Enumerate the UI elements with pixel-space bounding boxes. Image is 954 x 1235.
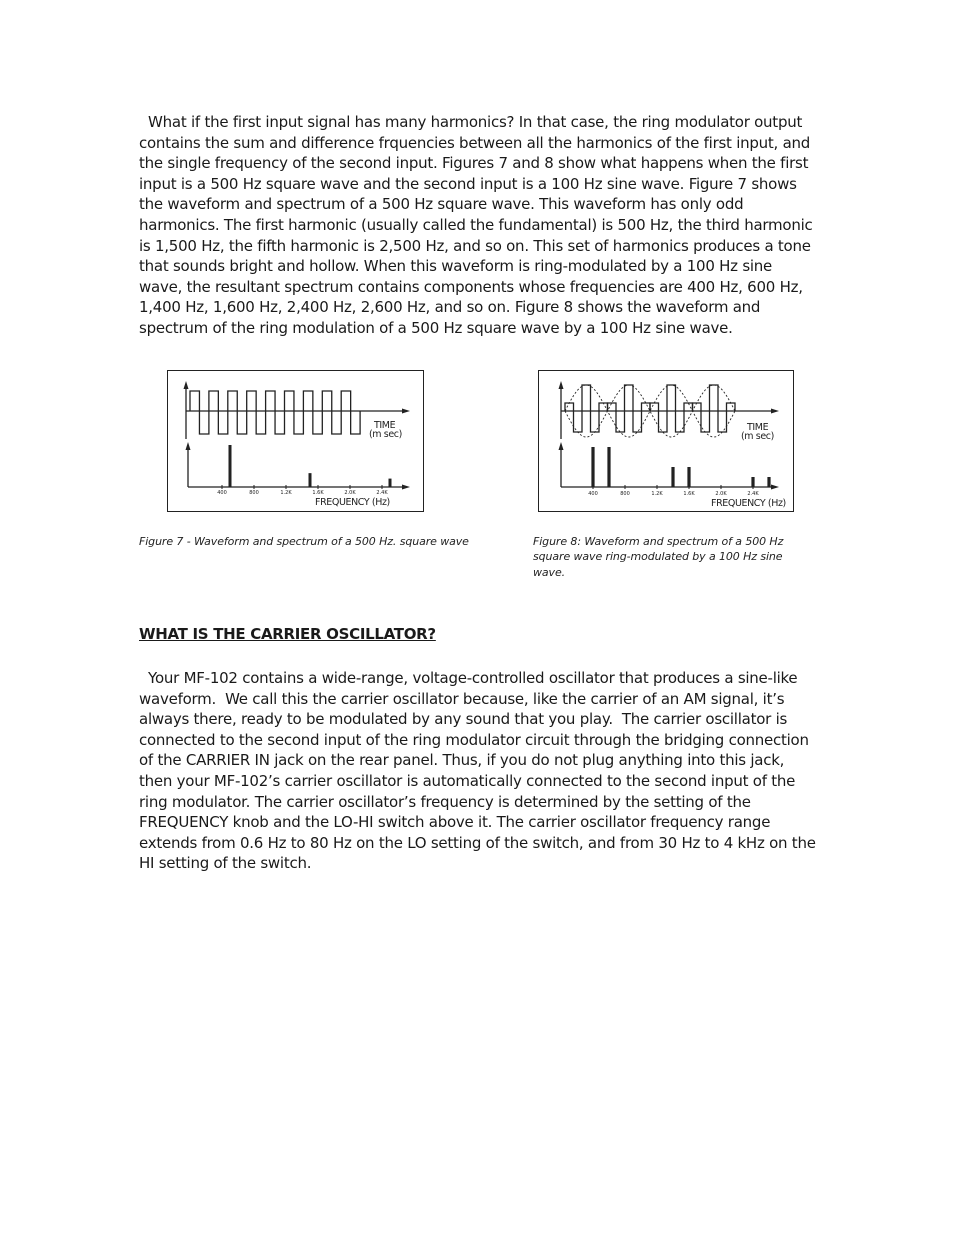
spectrum-line-1400 [671, 467, 674, 487]
spectrum-line-600 [607, 447, 610, 487]
section-heading: WHAT IS THE CARRIER OSCILLATOR? [139, 625, 436, 643]
tick-label: 2.4K [747, 491, 759, 497]
time-label: TIME [374, 420, 396, 431]
modulated-segment [667, 385, 676, 411]
spectrum-line-2600 [767, 477, 770, 487]
modulated-segment [693, 403, 702, 411]
modulated-segment [650, 403, 659, 411]
modulated-segment [565, 403, 574, 411]
modulated-segment [633, 411, 642, 432]
spectrum-line-2500 [389, 479, 392, 487]
tick-label: 400 [217, 490, 227, 496]
modulated-segment [727, 403, 736, 411]
tick-label: 800 [620, 491, 630, 497]
modulated-segment [599, 403, 608, 411]
tick-label: 1.6K [312, 490, 324, 496]
tick-label: 2.4K [376, 490, 388, 496]
figure-8-diagram [538, 370, 794, 512]
frequency-label: FREQUENCY (Hz) [315, 497, 390, 508]
time-unit-label: (m sec) [369, 429, 402, 440]
figure-7-diagram [167, 370, 424, 512]
spectrum-line-1600 [687, 467, 690, 487]
tick-label: 2.0K [344, 490, 356, 496]
intro-paragraph: What if the first input signal has many harmonics? In that case, the ring modulator output contains the sum and difference frquencies between all the harmonics of the first input, and the single frequency of the second input. Figures 7 and 8 show what happens when the first input is a 500 Hz square wave and the second input is a 100 Hz sine wave. Figure 7 shows the waveform and spectrum of a 500 Hz square wave. This waveform has only odd harmonics. The first harmonic (usually called the fundamental) is 500 Hz, the third harmonic is 1,500 Hz, the fifth harmonic is 2,500 Hz, and so on. This set of harmonics produces a tone that sounds bright and hollow. When this waveform is ring-modulated by a 100 Hz sine wave, the resultant spectrum contains components whose frequencies are 400 Hz, 600 Hz, 1,400 Hz, 1,600 Hz, 2,400 Hz, 2,600 Hz, and so on. Figure 8 shows the waveform and spectrum of the ring modulation of a 500 Hz square wave by a 100 Hz sine wave. [139, 113, 818, 337]
spectrum-line-1500 [309, 473, 312, 487]
spectrum-lines [591, 447, 770, 487]
figure-7-caption: Figure 7 - Waveform and spectrum of a 500 Hz. square wave [139, 535, 469, 548]
tick-label: 1.6K [683, 491, 695, 497]
modulated-segment [684, 403, 693, 411]
carrier-paragraph: Your MF-102 contains a wide-range, voltage-controlled oscillator that produces a sine-like waveform. We call this the carrier oscillator because, like the carrier of an AM signal, it’s always there, ready to be modulated by any sound that you play. The carrier oscillator is connected to the second input of the ring modulator circuit through the bridging connection of the CARRIER IN jack on the rear panel. Thus, if you do not plug anything into this jack, then your MF-102’s carrier oscillator is automatically connected to the second input of the ring modulator. The carrier oscillator’s frequency is determined by the setting of the FREQUENCY knob and the LO-HI switch above it. The carrier oscillator frequency range extends from 0.6 Hz to 80 Hz on the LO setting of the switch, and from 30 Hz to 4 kHz on the HI setting of the switch. [139, 669, 821, 873]
square-waveform [190, 391, 360, 434]
spectrum-line-500 [229, 445, 232, 487]
frequency-label: FREQUENCY (Hz) [711, 498, 786, 509]
modulated-segment [642, 403, 651, 411]
figure-8-caption: Figure 8: Waveform and spectrum of a 500 Hz square wave ring-modulated by a 100 Hz sine wave. [533, 535, 784, 579]
spectrum-lines [229, 445, 392, 487]
modulated-segment [710, 385, 719, 411]
tick-label: 2.0K [715, 491, 727, 497]
modulated-segment [608, 403, 617, 411]
ring-modulated-waveform [565, 385, 735, 432]
tick-label: 800 [249, 490, 259, 496]
tick-label: 1.2K [651, 491, 663, 497]
time-label: TIME [747, 422, 769, 433]
modulated-segment [582, 385, 591, 411]
time-unit-label: (m sec) [741, 431, 774, 442]
tick-label: 400 [588, 491, 598, 497]
spectrum-line-400 [591, 447, 594, 487]
figure-7-svg [168, 371, 423, 511]
tick-label: 1.2K [280, 490, 292, 496]
modulated-segment [625, 385, 634, 411]
modulated-segment [659, 411, 668, 432]
figure-8-svg [539, 371, 793, 511]
